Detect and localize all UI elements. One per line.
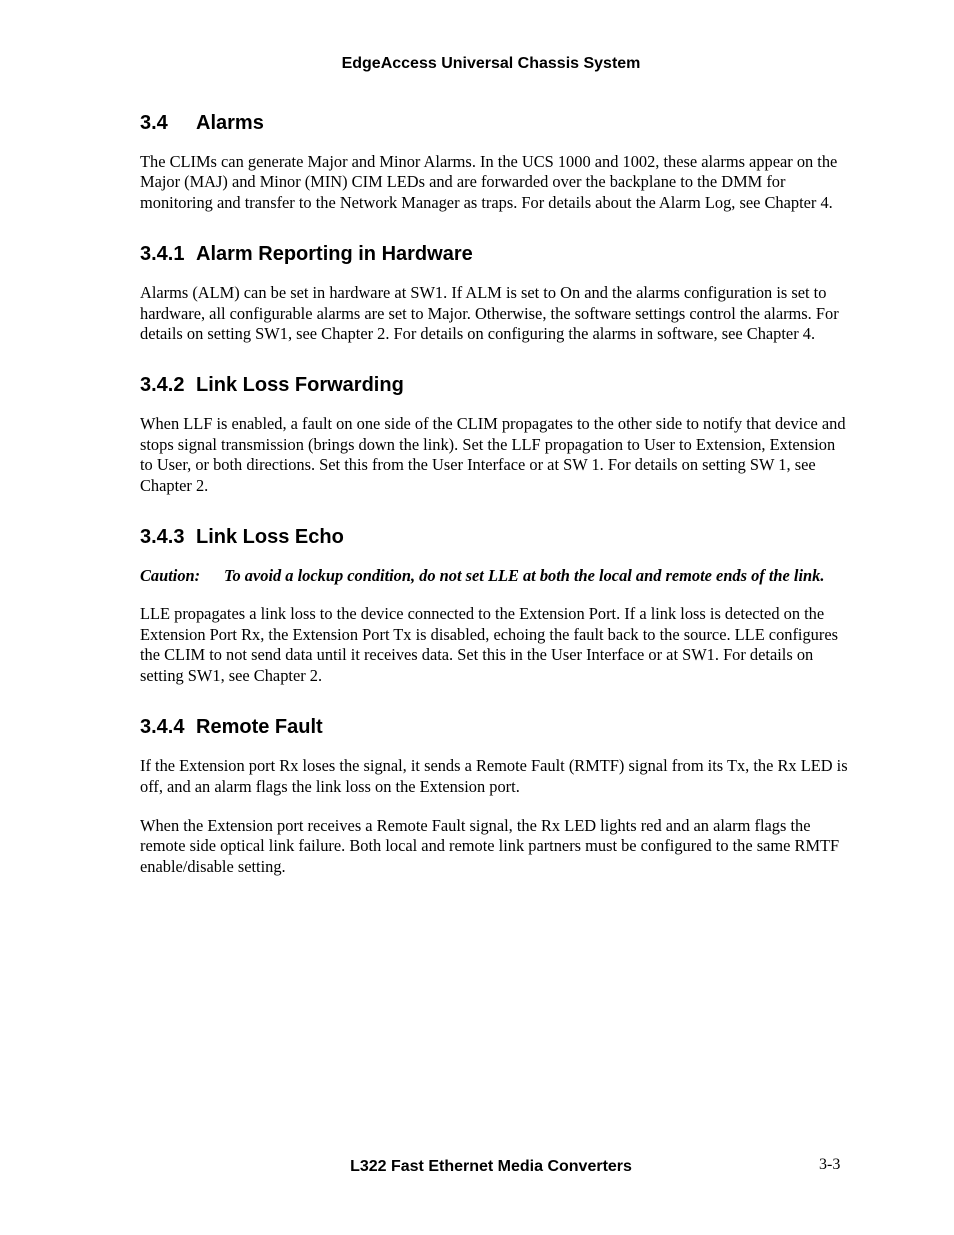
section-heading-remote-fault [140, 714, 850, 740]
section-heading-link-loss-forwarding [140, 372, 850, 398]
section-title: Link Loss Echo [196, 526, 344, 549]
paragraph: LLE propagates a link loss to the device connected to the Extension Port. If a link loss is detected on the Extension Port Rx, the Extension Port Tx is disabled, echoing the fault back to the source. LLE configures the CLIM to not send data until it receives data. Set this in the User Interface or at SW1. For details on setting SW1, see Chapter 2. [140, 604, 838, 685]
caution-note [140, 566, 850, 586]
page-header: EdgeAccess Universal Chassis System [341, 55, 641, 72]
section-number: 3.4.4 [140, 716, 185, 739]
section-title: Alarms [196, 112, 264, 134]
page-number: 3-3 [819, 1156, 841, 1173]
paragraph: If the Extension port Rx loses the signal, it sends a Remote Fault (RMTF) signal from its Tx, the Rx LED is off, and an alarm flags the link loss on the Extension port. [140, 756, 848, 796]
paragraph: Alarms (ALM) can be set in hardware at SW1. If ALM is set to On and the alarms configuration is set to hardware, all configurable alarms are set to Major. Otherwise, the software settings control the alarms. For details on setting SW1, see Chapter 2. For details on configuring the alarms in software, see Chapter 4. [140, 283, 839, 344]
paragraph: When LLF is enabled, a fault on one side of the CLIM propagates to the other side to notify that device and stops signal transmission (brings down the link). Set the LLF propagation to User to Extension, Extension to User, or both directions. Set this from the User Interface or at SW 1. For details on setting SW 1, see Chapter 2. [140, 414, 846, 495]
section-number: 3.4.3 [140, 526, 185, 549]
section-number: 3.4.2 [140, 374, 185, 397]
section-heading-alarm-reporting [140, 241, 850, 267]
section-title: Alarm Reporting in Hardware [196, 243, 473, 266]
section-number: 3.4.1 [140, 243, 185, 266]
footer-title: L322 Fast Ethernet Media Converters [350, 1158, 632, 1175]
section-title: Remote Fault [196, 716, 323, 739]
section-heading-alarms [140, 110, 850, 136]
paragraph: When the Extension port receives a Remote Fault signal, the Rx LED lights red and an alarm flags the remote side optical link failure. Both local and remote link partners must be configured to the same RMTF enable/disable setting. [140, 815, 840, 876]
caution-label: Caution: [140, 566, 201, 586]
document-body [140, 110, 850, 877]
caution-text: To avoid a lockup condition, do not set LLE at both the local and remote ends of the link. [224, 566, 825, 586]
section-heading-link-loss-echo [140, 524, 850, 550]
section-title: Link Loss Forwarding [196, 374, 404, 397]
paragraph: The CLIMs can generate Major and Minor Alarms. In the UCS 1000 and 1002, these alarms appear on the Major (MAJ) and Minor (MIN) CIM LEDs and are forwarded over the backplane to the DMM for monitoring and transfer to the Network Manager as traps. For details about the Alarm Log, see Chapter 4. [140, 152, 838, 212]
section-number: 3.4 [140, 112, 168, 134]
